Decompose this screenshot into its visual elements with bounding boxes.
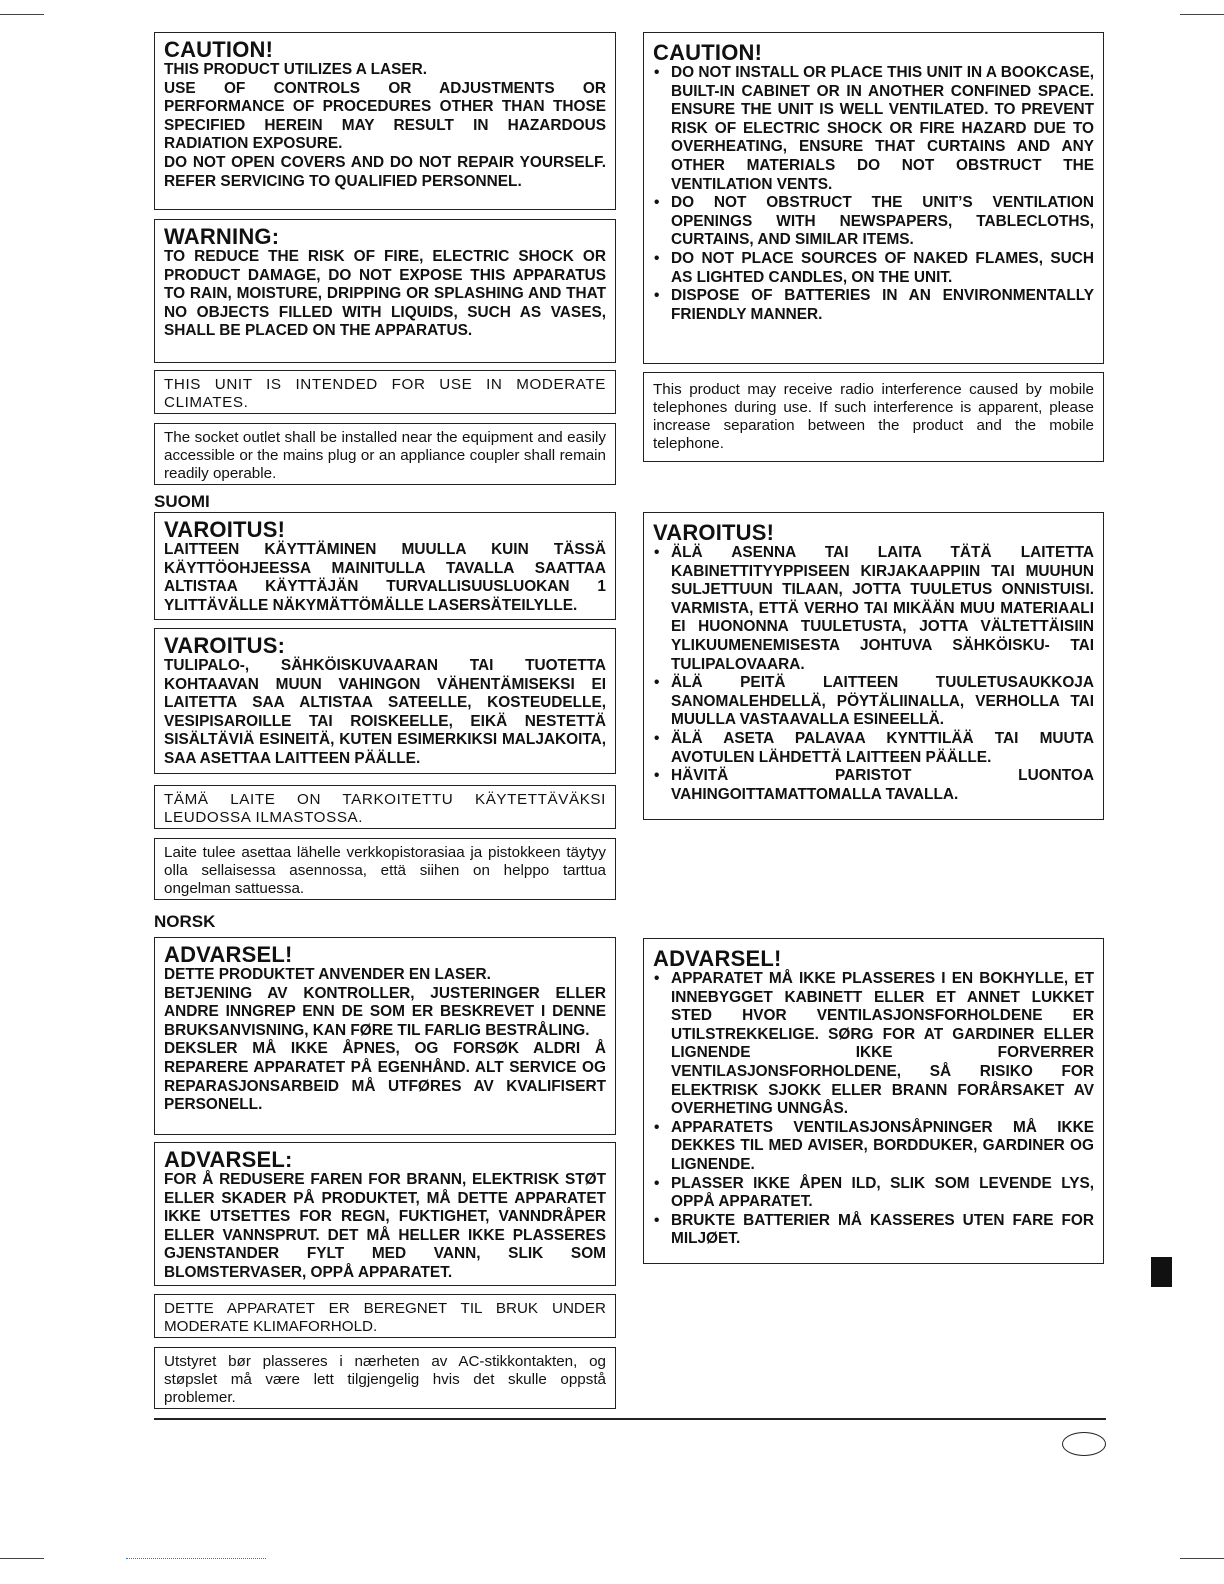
caution-item: • DO NOT PLACE SOURCES OF NAKED FLAMES, SUCH AS LIGHTED CANDLES, ON THE UNIT. — [653, 250, 1094, 287]
caution-ventilation-box — [643, 32, 1104, 364]
caution-laser-box — [154, 32, 616, 210]
advarsel-line: DETTE PRODUKTET ANVENDER EN LASER. — [164, 966, 491, 983]
caution-item: • DO NOT OBSTRUCT THE UNIT’S VENTILATION OPENINGS WITH NEWSPAPERS, TABLECLOTHS, CURTAINS, AND SIMILAR ITEMS. — [653, 194, 1094, 250]
advarsel-laser-box — [154, 937, 616, 1135]
advarsel-title: ADVARSEL: — [164, 1147, 293, 1172]
warning-box — [154, 219, 616, 363]
advarsel-text: FOR Å REDUSERE FAREN FOR BRANN, ELEKTRISK STØT ELLER SKADER PÅ PRODUKTET, MÅ DETTE APPARATET IKKE UTSETTES FOR REGN, FUKTIGHET, VANNDRÅPER ELLER VANNSPRUT. DET MÅ HELLER IKKE PLASSERES GJENSTANDER FYLT MED VANN, SLIK SOM BLOMSTERVASER, OPPÅ APPARATET. — [164, 1171, 606, 1281]
socket-note-box — [154, 423, 616, 485]
bottom-dotted-line — [126, 1558, 266, 1559]
warning-text: TO REDUCE THE RISK OF FIRE, ELECTRIC SHOCK OR PRODUCT DAMAGE, DO NOT EXPOSE THIS APPARATUS TO RAIN, MOISTURE, DRIPPING OR SPLASHING AND THAT NO OBJECTS FILLED WITH LIQUIDS, SUCH AS VASES, SHALL BE PLACED ON THE APPARATUS. — [164, 248, 606, 340]
varoitus-title: VAROITUS! — [164, 517, 286, 542]
crop-mark-bottom-right — [1180, 1558, 1224, 1559]
crop-mark-bottom-left — [0, 1558, 44, 1559]
varoitus-item: • ÄLÄ ASETA PALAVAA KYNTTILÄÄ TAI MUUTA AVOTULEN LÄHDETTÄ LAITTEEN PÄÄLLE. — [653, 730, 1094, 767]
varoitus-text: LAITTEEN KÄYTTÄMINEN MUULLA KUIN TÄSSÄ KÄYTTÖOHJEESSA MAINITULLA TAVALLA SAATTAA ALTISTAA KÄYTTÄJÄN TURVALLISUUSLUOKAN 1 YLITTÄVÄLLE NÄKYMÄTTÖMÄLLE LASERSÄTEILYLLE. — [164, 541, 606, 614]
advarsel-fire-box — [154, 1142, 616, 1286]
caution-line: THIS PRODUCT UTILIZES A LASER. — [164, 61, 428, 78]
varoitus-list — [653, 544, 1094, 804]
crop-mark-top-right — [1180, 14, 1224, 15]
advarsel-title: ADVARSEL! — [653, 946, 782, 971]
advarsel-item: • APPARATETS VENTILASJONSÅPNINGER MÅ IKKE DEKKES TIL MED AVISER, BORDDUKER, GARDINER OG LIGNENDE. — [653, 1119, 1094, 1175]
section-heading-suomi: SUOMI — [154, 492, 210, 511]
varoitus-fire-box — [154, 628, 616, 774]
climate-note: THIS UNIT IS INTENDED FOR USE IN MODERATE CLIMATES. — [164, 376, 606, 411]
advarsel-item: • APPARATET MÅ IKKE PLASSERES I EN BOKHYLLE, ET INNEBYGGET KABINETT ELLER ET ANNET LUKKET STED HVOR VENTILASJONSFORHOLDENE ER UTILSTREKKELIGE. SØRG FOR AT GARDINER ELLER LIGNENDE IKKE FORVERRER VENTILASJONSFORHOLDENE, SÅ RISIKO FOR ELEKTRISK SJOKK ELLER BRANN FORÅRSAKET AV OVERHETING UNNGÅS. — [653, 970, 1094, 1119]
advarsel-item: • BRUKTE BATTERIER MÅ KASSERES UTEN FARE FOR MILJØET. — [653, 1212, 1094, 1249]
socket-note-fi: Laite tulee asettaa lähelle verkkopistorasiaa ja pistokkeen täytyy olla sellaisessa asennossa, että siihen on helppo tarttua ongelman sattuessa. — [164, 844, 606, 897]
radio-note: This product may receive radio interference caused by mobile telephones during use. If such interference is apparent, please increase separation between the product and the mobile telephone. — [653, 381, 1094, 452]
varoitus-ventilation-box — [643, 512, 1104, 820]
advarsel-line: BETJENING AV KONTROLLER, JUSTERINGER ELLER ANDRE INNGREP ENN DE SOM ER BESKREVET I DENNE BRUKSANVISNING, KAN FØRE TIL FARLIG BESTRÅLING. — [164, 984, 606, 1039]
warning-title: WARNING: — [164, 224, 280, 249]
caution-list — [653, 64, 1094, 324]
caution-title: CAUTION! — [164, 37, 274, 62]
radio-note-box — [643, 372, 1104, 462]
advarsel-item: • PLASSER IKKE ÅPEN ILD, SLIK SOM LEVENDE LYS, OPPÅ APPARATET. — [653, 1175, 1094, 1212]
caution-item: • DO NOT INSTALL OR PLACE THIS UNIT IN A BOOKCASE, BUILT-IN CABINET OR IN ANOTHER CONFINED SPACE. ENSURE THE UNIT IS WELL VENTILATED. TO PREVENT RISK OF ELECTRIC SHOCK OR FIRE HAZARD DUE TO OVERHEATING, ENSURE THAT CURTAINS AND ANY OTHER MATERIALS DO NOT OBSTRUCT THE VENTILATION VENTS. — [653, 64, 1094, 194]
socket-note: The socket outlet shall be installed near the equipment and easily accessible or the mains plug or an appliance coupler shall remain readily operable. — [164, 429, 606, 482]
climate-note-box-fi — [154, 785, 616, 829]
socket-note-box-no — [154, 1347, 616, 1409]
varoitus-title: VAROITUS! — [653, 520, 775, 545]
caution-line: USE OF CONTROLS OR ADJUSTMENTS OR PERFORMANCE OF PROCEDURES OTHER THAN THOSE SPECIFIED HEREIN MAY RESULT IN HAZARDOUS RADIATION EXPOSURE. — [164, 79, 606, 153]
language-tab-marker — [1151, 1257, 1172, 1287]
varoitus-item: • ÄLÄ PEITÄ LAITTEEN TUULETUSAUKKOJA SANOMALEHDELLÄ, PÖYTÄLIINALLA, VERHOLLA TAI MUULLA VASTAAVALLA ESINEELLÄ. — [653, 674, 1094, 730]
advarsel-line: DEKSLER MÅ IKKE ÅPNES, OG FORSØK ALDRI Å REPARERE APPARATET PÅ EGENHÅND. ALT SERVICE OG REPARASJONSARBEID MÅ UTFØRES AV KVALIFISERT PERSONELL. — [164, 1040, 606, 1114]
caution-item: • DISPOSE OF BATTERIES IN AN ENVIRONMENTALLY FRIENDLY MANNER. — [653, 287, 1094, 324]
section-heading-norsk: NORSK — [154, 912, 216, 931]
varoitus-item: • ÄLÄ ASENNA TAI LAITA TÄTÄ LAITETTA KABINETTITYYPPISEEN KIRJAKAAPPIIN TAI MUUHUN SULJETTUUN TILAAN, JOTTA TUULETUS ONNISTUISI. VARMISTA, ETTÄ VERHO TAI MIKÄÄN MUU MATERIAALI EI HUONONNA TUULETUSTA, JOTTA VÄLTETTÄISIIN YLIKUUMENEMISESTA JOHTUVA SÄHKÖISKU- TAI TULIPALOVAARA. — [653, 544, 1094, 674]
page-number-oval — [1062, 1432, 1106, 1456]
footer-rule — [154, 1418, 1106, 1420]
crop-mark-top-left — [0, 14, 44, 15]
climate-note-fi: TÄMÄ LAITE ON TARKOITETTU KÄYTETTÄVÄKSI LEUDOSSA ILMASTOSSA. — [164, 791, 606, 826]
varoitus-title: VAROITUS: — [164, 633, 286, 658]
varoitus-text: TULIPALO-, SÄHKÖISKUVAARAN TAI TUOTETTA KOHTAAVAN MUUN VAHINGON VÄHENTÄMISEKSI EI LAITETTA SAA ALTISTAA SATEELLE, KOSTEUDELLE, VESIPISAROILLE TAI ROISKEELLE, EIKÄ NESTETTÄ SISÄLTÄVIÄ ESINEITÄ, KUTEN ESIMERKIKSI MALJAKOITA, SAA ASETTAA LAITTEEN PÄÄLLE. — [164, 657, 606, 767]
advarsel-ventilation-box — [643, 938, 1104, 1264]
advarsel-title: ADVARSEL! — [164, 942, 293, 967]
advarsel-list — [653, 970, 1094, 1249]
caution-title: CAUTION! — [653, 40, 763, 65]
socket-note-no: Utstyret bør plasseres i nærheten av AC-stikkontakten, og støpslet må være lett tilgjengelig hvis det skulle oppstå problemer. — [164, 1353, 606, 1406]
climate-note-no: DETTE APPARATET ER BEREGNET TIL BRUK UNDER MODERATE KLIMAFORHOLD. — [164, 1300, 606, 1335]
climate-note-box — [154, 370, 616, 414]
varoitus-item: • HÄVITÄ PARISTOT LUONTOA VAHINGOITTAMATTOMALLA TAVALLA. — [653, 767, 1094, 804]
socket-note-box-fi — [154, 838, 616, 900]
caution-line: DO NOT OPEN COVERS AND DO NOT REPAIR YOURSELF. REFER SERVICING TO QUALIFIED PERSONNEL. — [164, 153, 606, 190]
varoitus-laser-box — [154, 512, 616, 620]
climate-note-box-no — [154, 1294, 616, 1338]
